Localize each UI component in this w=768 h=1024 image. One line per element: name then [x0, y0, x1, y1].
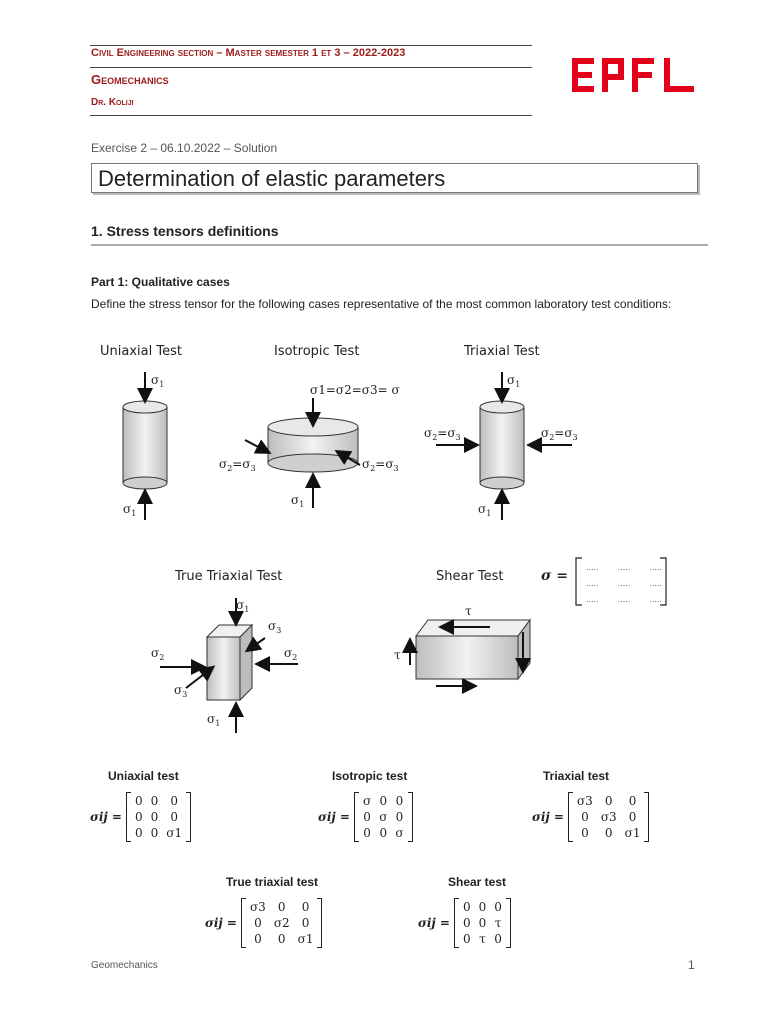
isotropic-top-label: σ1=σ2=σ3= σ	[310, 383, 400, 397]
truetriax-sigma2-right: $\sigma_2$	[284, 646, 298, 662]
generic-tensor-cells: ..... ..... ..... ..... ..... ..... ..... ..... .....	[586, 562, 662, 604]
page-number: 1	[688, 958, 695, 972]
section-title: 1. Stress tensors definitions	[91, 223, 279, 239]
exercise-line: Exercise 2 – 06.10.2022 – Solution	[91, 141, 278, 155]
truetriax-sigma1-top: $\sigma_1$	[236, 598, 250, 614]
isotropic-matrix-heading: Isotropic test	[332, 769, 408, 783]
isotropic-left-label: $\sigma_2=\sigma_3$	[219, 457, 256, 473]
teacher-name: Dr. Koliji	[91, 97, 134, 108]
matrix-lhs: σij =	[418, 916, 450, 930]
triaxial-matrix: σij = σ3 0 0 0 σ3 0 0 0 σ1	[532, 792, 649, 842]
true-triaxial-figure-title: True Triaxial Test	[175, 569, 283, 584]
course-name: Geomechanics	[91, 72, 169, 87]
triaxial-right-label: $\sigma_2=\sigma_3$	[541, 426, 578, 442]
triaxial-figure	[436, 372, 572, 520]
matrix-lhs: σij =	[532, 810, 564, 824]
triaxial-sigma1-bottom: $\sigma_1$	[478, 502, 492, 518]
truetriax-sigma3-top: $\sigma_3$	[268, 619, 282, 635]
triaxial-sigma1-top: $\sigma_1$	[507, 373, 521, 389]
shear-figure-title: Shear Test	[436, 569, 504, 584]
shear-matrix-heading: Shear test	[448, 875, 507, 889]
isotropic-figure-title: Isotropic Test	[274, 344, 360, 359]
true-triaxial-matrix: σij = σ3 0 0 0 σ2 0 0 0 σ1	[205, 898, 322, 948]
uniaxial-matrix: σij = 0 0 0 0 0 0 0 0 σ1	[90, 792, 191, 842]
truetriax-sigma1-bottom: $\sigma_1$	[207, 712, 221, 728]
isotropic-right-label: $\sigma_2=\sigma_3$	[362, 457, 399, 473]
isotropic-figure	[245, 398, 360, 508]
footer-course: Geomechanics	[91, 960, 158, 971]
isotropic-bottom-label: $\sigma_1$	[291, 493, 305, 509]
triaxial-matrix-heading: Triaxial test	[543, 769, 610, 783]
uniaxial-matrix-heading: Uniaxial test	[108, 769, 179, 783]
truetriax-sigma3-bottom: $\sigma_3$	[174, 683, 188, 699]
uniaxial-figure	[123, 372, 167, 520]
uniaxial-figure-title: Uniaxial Test	[100, 344, 182, 359]
triaxial-left-label: $\sigma_2=\sigma_3$	[424, 426, 461, 442]
matrix-lhs: σij =	[90, 810, 122, 824]
shear-tau-top: τ	[465, 604, 472, 618]
shear-matrix: σij = 0 0 0 0 0 τ 0 τ 0	[418, 898, 511, 948]
page-title: Determination of elastic parameters	[91, 163, 698, 193]
true-triaxial-matrix-heading: True triaxial test	[226, 875, 319, 889]
triaxial-figure-title: Triaxial Test	[464, 344, 540, 359]
matrix-lhs: σij =	[318, 810, 350, 824]
course-line: Civil Engineering section – Master semester 1 et 3 – 2022-2023	[91, 47, 406, 59]
shear-figure	[410, 620, 530, 686]
part-title: Part 1: Qualitative cases	[91, 275, 230, 289]
intro-paragraph: Define the stress tensor for the following cases representative of the most common laboratory test conditions:	[91, 297, 672, 311]
generic-tensor-lhs: σ =	[541, 568, 568, 584]
uniaxial-sigma1-top: $\sigma_1$	[151, 373, 165, 389]
shear-tau-left: τ	[394, 648, 401, 662]
isotropic-matrix: σij = σ 0 0 0 σ 0 0 0 σ	[318, 792, 413, 842]
uniaxial-sigma1-bottom: $\sigma_1$	[123, 502, 137, 518]
truetriax-sigma2-left: $\sigma_2$	[151, 646, 165, 662]
matrix-lhs: σij =	[205, 916, 237, 930]
